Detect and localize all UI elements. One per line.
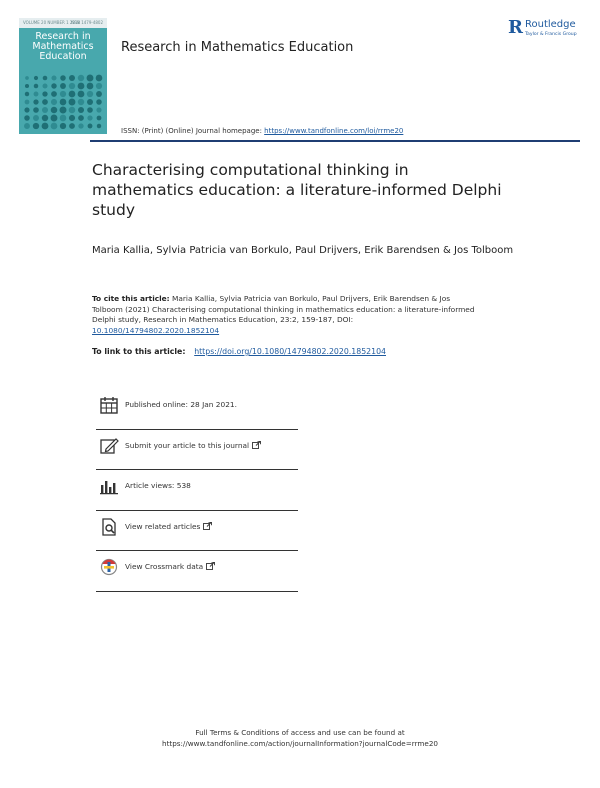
cover-dot: [42, 123, 49, 130]
crossmark-label: View Crossmark data: [125, 562, 204, 571]
published-date: Published online: 28 Jan 2021.: [125, 400, 237, 409]
cover-dot: [34, 92, 39, 97]
cover-dot: [69, 75, 75, 81]
edit-icon: [99, 437, 119, 455]
cover-dot: [34, 84, 39, 89]
cover-dot: [43, 84, 48, 89]
cover-dot: [88, 124, 93, 129]
cover-dot: [78, 123, 83, 128]
citation-text: Maria Kallia, Sylvia Patricia van Borkulo, Paul Drijvers, Erik Barendsen & Jos Tolboom (2021) Characterising computational thinking in mathematics education: a literature-informed Delphi study, Research in Mathematics Education, 23:2, 159-187, DOI:: [92, 294, 475, 324]
article-views-row: [96, 470, 298, 511]
cover-title-line: Education: [39, 51, 87, 62]
submit-article-row[interactable]: [96, 430, 298, 471]
cover-dot: [24, 123, 30, 129]
cover-dot: [33, 115, 39, 121]
cover-dot: [69, 123, 75, 129]
cover-dot-pattern: [23, 74, 103, 130]
cover-dot: [97, 124, 101, 128]
cover-dot: [24, 107, 29, 112]
publisher-logo[interactable]: [508, 18, 588, 42]
cover-dot: [97, 116, 102, 121]
calendar-icon: [99, 396, 119, 414]
cover-dot: [78, 115, 84, 121]
article-title: Characterising computational thinking in mathematics education: a literature-informed Delphi study: [92, 161, 502, 219]
cover-dot: [78, 107, 84, 113]
cover-dot: [51, 99, 57, 105]
journal-cover: [19, 18, 107, 134]
cover-dot: [51, 115, 58, 122]
cover-dot: [25, 92, 29, 96]
cover-dot: [87, 99, 93, 105]
cover-dot: [34, 76, 38, 80]
article-views: Article views: 538: [125, 481, 191, 490]
cover-issn-text: ISSN 1479-4802: [70, 20, 103, 25]
cover-dot: [60, 75, 66, 81]
cover-dot: [96, 107, 101, 112]
cover-dot: [96, 91, 102, 97]
cover-dot: [69, 107, 76, 114]
crossmark-icon: [99, 558, 119, 576]
cover-dot: [51, 75, 56, 80]
cover-dot: [42, 107, 48, 113]
cover-dot: [60, 83, 66, 89]
cover-volume-text: VOLUME 20 NUMBER 1 2018: [23, 20, 81, 25]
citation-doi-link[interactable]: 10.1080/14794802.2020.1852104: [92, 325, 220, 335]
cover-dot: [25, 84, 29, 88]
cover-dot: [69, 91, 76, 98]
publisher-name: Routledge: [525, 19, 576, 30]
cover-dot: [60, 115, 67, 122]
cover-dot: [43, 76, 48, 81]
cover-dot: [78, 91, 85, 98]
cover-dot: [96, 75, 103, 82]
crossmark-link[interactable]: [125, 562, 215, 571]
cover-dot: [51, 91, 57, 97]
submit-article-link[interactable]: [125, 441, 261, 450]
article-info-list: [96, 389, 298, 592]
submit-article-label: Submit your article to this journal: [125, 440, 250, 450]
cover-dot: [96, 99, 102, 105]
related-articles-link[interactable]: [125, 522, 212, 531]
link-label: To link to this article:: [92, 347, 189, 356]
journal-homepage-link[interactable]: https://www.tandfonline.com/loi/rrme20: [264, 127, 404, 135]
cover-dot: [33, 107, 39, 113]
footer: [0, 727, 600, 749]
cover-dot: [51, 83, 56, 88]
document-search-icon: [99, 518, 119, 536]
header-divider: [90, 140, 580, 142]
cover-dot: [69, 115, 75, 121]
cover-band: [19, 18, 107, 28]
issn-text: ISSN: (Print) (Online) Journal homepage:: [121, 127, 265, 135]
cover-dot: [25, 76, 29, 80]
article-link-line: [92, 347, 386, 356]
citation-label: To cite this article:: [92, 294, 170, 303]
cover-dot: [51, 107, 58, 114]
cover-dot: [33, 123, 39, 129]
cover-dot: [78, 99, 84, 105]
cover-title-line: Mathematics: [32, 41, 94, 52]
cover-dot: [87, 75, 94, 82]
article-authors: Maria Kallia, Sylvia Patricia van Borkulo, Paul Drijvers, Erik Barendsen & Jos Tolboom: [92, 245, 514, 256]
cover-dot: [60, 99, 67, 106]
cover-dot: [51, 123, 58, 130]
cover-dot: [42, 99, 48, 105]
cover-dot: [96, 83, 102, 89]
article-doi-link[interactable]: https://doi.org/10.1080/14794802.2020.1852104: [194, 347, 386, 356]
cover-dot: [87, 91, 93, 97]
cover-dot: [69, 83, 75, 89]
cover-dot: [60, 123, 66, 129]
cover-dot: [60, 91, 66, 97]
cover-dot: [87, 107, 93, 113]
cover-dot: [33, 99, 38, 104]
related-articles-label: View related articles: [125, 521, 201, 531]
bar-chart-icon: [99, 477, 119, 495]
cover-dot: [78, 83, 85, 90]
crossmark-row[interactable]: [96, 551, 298, 592]
external-link-icon: [203, 522, 212, 530]
cover-dot: [60, 107, 67, 114]
routledge-r-icon: R: [508, 17, 523, 38]
cover-title-line: Research in: [35, 31, 91, 42]
cover-dot: [24, 115, 30, 121]
cover-dot: [87, 83, 94, 90]
cover-dot: [87, 115, 92, 120]
cover-dot: [42, 115, 48, 121]
footer-terms-link[interactable]: https://www.tandfonline.com/action/journalInformation?journalCode=rrme20: [162, 739, 438, 748]
cover-dot: [42, 91, 47, 96]
citation-block: [92, 294, 482, 336]
footer-terms-text: Full Terms & Conditions of access and use can be found at: [195, 728, 405, 737]
issn-line: [121, 127, 403, 135]
related-articles-row[interactable]: [96, 511, 298, 552]
publisher-subtitle: Taylor & Francis Group: [525, 32, 577, 37]
published-row: [96, 389, 298, 430]
cover-dot: [78, 75, 84, 81]
external-link-icon: [252, 441, 261, 449]
external-link-icon: [206, 562, 215, 570]
cover-dot: [25, 100, 30, 105]
journal-title[interactable]: Research in Mathematics Education: [121, 40, 354, 55]
cover-dot: [69, 99, 76, 106]
cover-title: [19, 32, 107, 62]
